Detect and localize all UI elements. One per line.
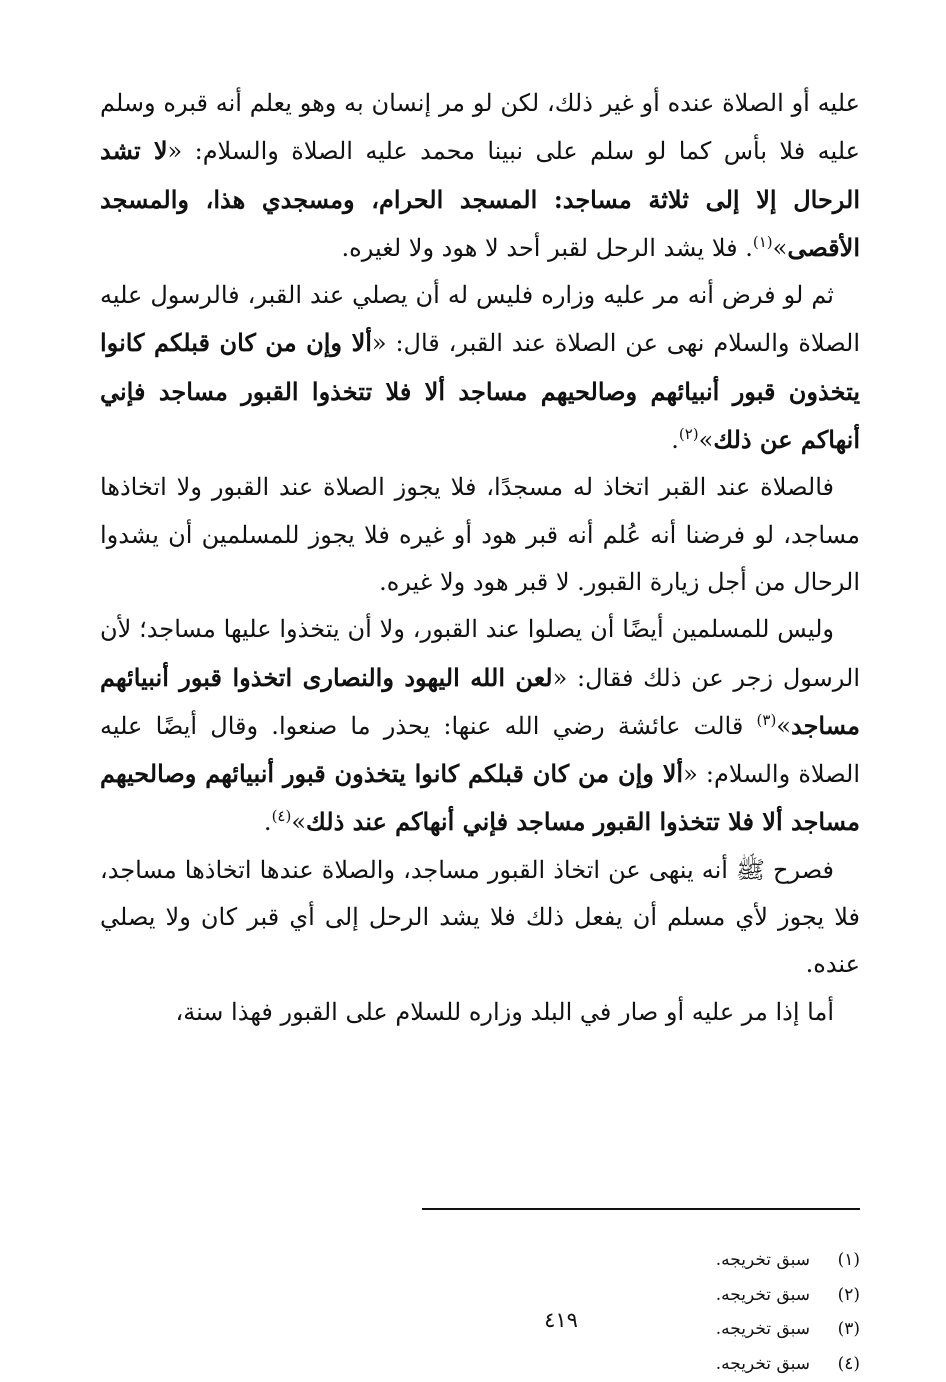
footnote-reference: (٤)	[271, 807, 292, 826]
footnote-reference: (٢)	[678, 425, 699, 444]
text-segment: »	[776, 711, 791, 740]
text-segment: »	[698, 426, 714, 455]
text-segment: »	[772, 233, 788, 262]
footnote-reference: (٣)	[756, 710, 777, 729]
book-page	[100, 80, 861, 1374]
text-segment: »	[291, 808, 307, 837]
text-segment: عليه أو الصلاة عنده أو غير ذلك، لكن لو مر إنسان به وهو يعلم أنه قبره وسلم عليه فلا بأس كما لو سلم على نبينا محمد عليه الصلاة والسلام: «	[100, 89, 861, 166]
footnote	[460, 1278, 860, 1313]
footnote	[460, 1243, 860, 1278]
text-segment: ثم لو فرض أنه مر عليه وزاره فليس له أن يصلي عند القبر، فالرسول عليه الصلاة والسلام نهى عن الصلاة عند القبر، قال: «	[100, 281, 861, 358]
paragraph	[100, 847, 860, 989]
footnote-number: (٤)	[837, 1353, 860, 1374]
paragraph	[100, 272, 860, 464]
text-segment: .	[671, 426, 679, 455]
footnote-reference: (١)	[752, 232, 773, 251]
body-text	[100, 80, 860, 1036]
text-segment: وليس للمسلمين أيضًا أن يصلوا عند القبور، ولا أن يتخذوا عليها مساجد؛ لأن الرسول زجر عن ذلك فقال: «	[100, 615, 860, 692]
paragraph	[100, 989, 860, 1036]
footnote-text: سبق تخريجه.	[715, 1250, 810, 1270]
footnote	[460, 1347, 860, 1382]
text-segment: فالصلاة عند القبر اتخاذ له مسجدًا، فلا يجوز الصلاة عند القبور ولا اتخاذها مساجد، لو فرضنا أنه عُلم أنه قبر هود أو غيره فلا يجوز للمسلمين أن يشدوا الرحال من أجل زيارة القبور. لا قبر هود ولا غيره.	[100, 473, 860, 596]
hadith-quote: ألا وإن من كان قبلكم كانوا يتخذون قبور أنبيائهم وصالحيهم مساجد ألا فلا تتخذوا القبور مساجد فإني أنهاكم عند ذلك	[100, 759, 860, 837]
paragraph	[100, 464, 860, 606]
footnote-separator	[422, 1208, 860, 1210]
text-segment: فصرح ﷺ أنه ينهى عن اتخاذ القبور مساجد، والصلاة عندها اتخاذها مساجد، فلا يجوز لأي مسلم أن يفعل ذلك فلا يشد الرحل إلى أي قبر كان ولا يصلي عنده.	[100, 855, 860, 979]
hadith-quote: لعن الله اليهود والنصارى اتخذوا قبور أنبيائهم مساجد	[100, 662, 860, 740]
footnote-text: سبق تخريجه.	[715, 1353, 810, 1374]
paragraph	[100, 80, 860, 272]
hadith-quote: ألا وإن من كان قبلكم كانوا يتخذون قبور أنبيائهم وصالحيهم مساجد ألا فلا تتخذوا القبور مساجد فإني أنهاكم عن ذلك	[100, 328, 860, 455]
page-number: ٤١٩	[544, 1308, 578, 1332]
footnote-number: (٢)	[837, 1284, 860, 1305]
footnote-text: سبق تخريجه.	[715, 1284, 810, 1305]
footnote-number: (٣)	[837, 1319, 860, 1339]
text-segment: قالت عائشة رضي الله عنها: يحذر ما صنعوا. وقال أيضًا عليه الصلاة والسلام: «	[100, 711, 860, 789]
hadith-quote: لا تشد الرحال إلا إلى ثلاثة مساجد: المسجد الحرام، ومسجدي هذا، والمسجد الأقصى	[100, 136, 860, 262]
footnote-text: سبق تخريجه.	[715, 1319, 810, 1339]
paragraph	[100, 606, 860, 846]
footnote-number: (١)	[837, 1250, 860, 1270]
text-segment: .	[263, 808, 272, 837]
text-segment: أما إذا مر عليه أو صار في البلد وزاره للسلام على القبور فهذا سنة،	[175, 997, 834, 1026]
text-segment: . فلا يشد الرحل لقبر أحد لا هود ولا لغيره.	[341, 233, 753, 262]
